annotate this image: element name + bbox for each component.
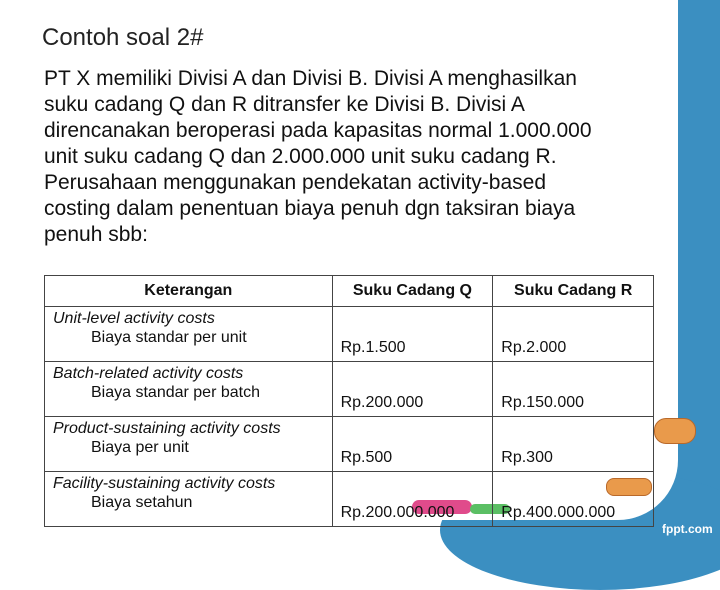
value-q: Rp.200.000 [332, 362, 493, 417]
text-line: Perusahaan menggunakan pendekatan activity-based [44, 171, 547, 194]
text-line: direncanakan beroperasi pada kapasitas normal 1.000.000 [44, 119, 592, 142]
value-r: Rp.2.000 [493, 307, 654, 362]
value-r: Rp.300 [493, 417, 654, 472]
header-suku-cadang-r: Suku Cadang R [493, 276, 654, 307]
table-row [45, 362, 654, 417]
brand-watermark: fppt.com [662, 522, 713, 536]
cost-item: Biaya per unit [91, 439, 189, 456]
decorative-shape [654, 418, 696, 444]
table-row [45, 472, 654, 527]
text-line: penuh sbb: [44, 223, 148, 246]
cost-item: Biaya standar per unit [91, 329, 247, 346]
header-keterangan: Keterangan [45, 276, 333, 307]
text-line: PT X memiliki Divisi A dan Divisi B. Divisi A menghasilkan [44, 67, 577, 90]
text-line: unit suku cadang Q dan 2.000.000 unit suku cadang R. [44, 145, 557, 168]
row-label-cell [45, 417, 333, 472]
row-label-cell [45, 307, 333, 362]
table-row [45, 417, 654, 472]
table-row [45, 307, 654, 362]
row-label-cell [45, 362, 333, 417]
slide-title: Contoh soal 2# [42, 24, 204, 51]
problem-text [44, 66, 664, 248]
header-suku-cadang-q: Suku Cadang Q [332, 276, 493, 307]
value-q: Rp.1.500 [332, 307, 493, 362]
row-label-cell [45, 472, 333, 527]
value-r: Rp.400.000.000 [493, 472, 654, 527]
activity-category: Product-sustaining activity costs [53, 420, 281, 437]
value-q: Rp.500 [332, 417, 493, 472]
activity-category: Facility-sustaining activity costs [53, 475, 276, 492]
value-q: Rp.200.000.000 [332, 472, 493, 527]
table-header-row [45, 276, 654, 307]
cost-table [44, 275, 654, 527]
activity-category: Batch-related activity costs [53, 365, 244, 382]
text-line: suku cadang Q dan R ditransfer ke Divisi B. Divisi A [44, 93, 525, 116]
text-line: costing dalam penentuan biaya penuh dgn taksiran biaya [44, 197, 576, 220]
cost-item: Biaya standar per batch [91, 384, 260, 401]
cost-item: Biaya setahun [91, 494, 193, 511]
value-r: Rp.150.000 [493, 362, 654, 417]
activity-category: Unit-level activity costs [53, 310, 215, 327]
